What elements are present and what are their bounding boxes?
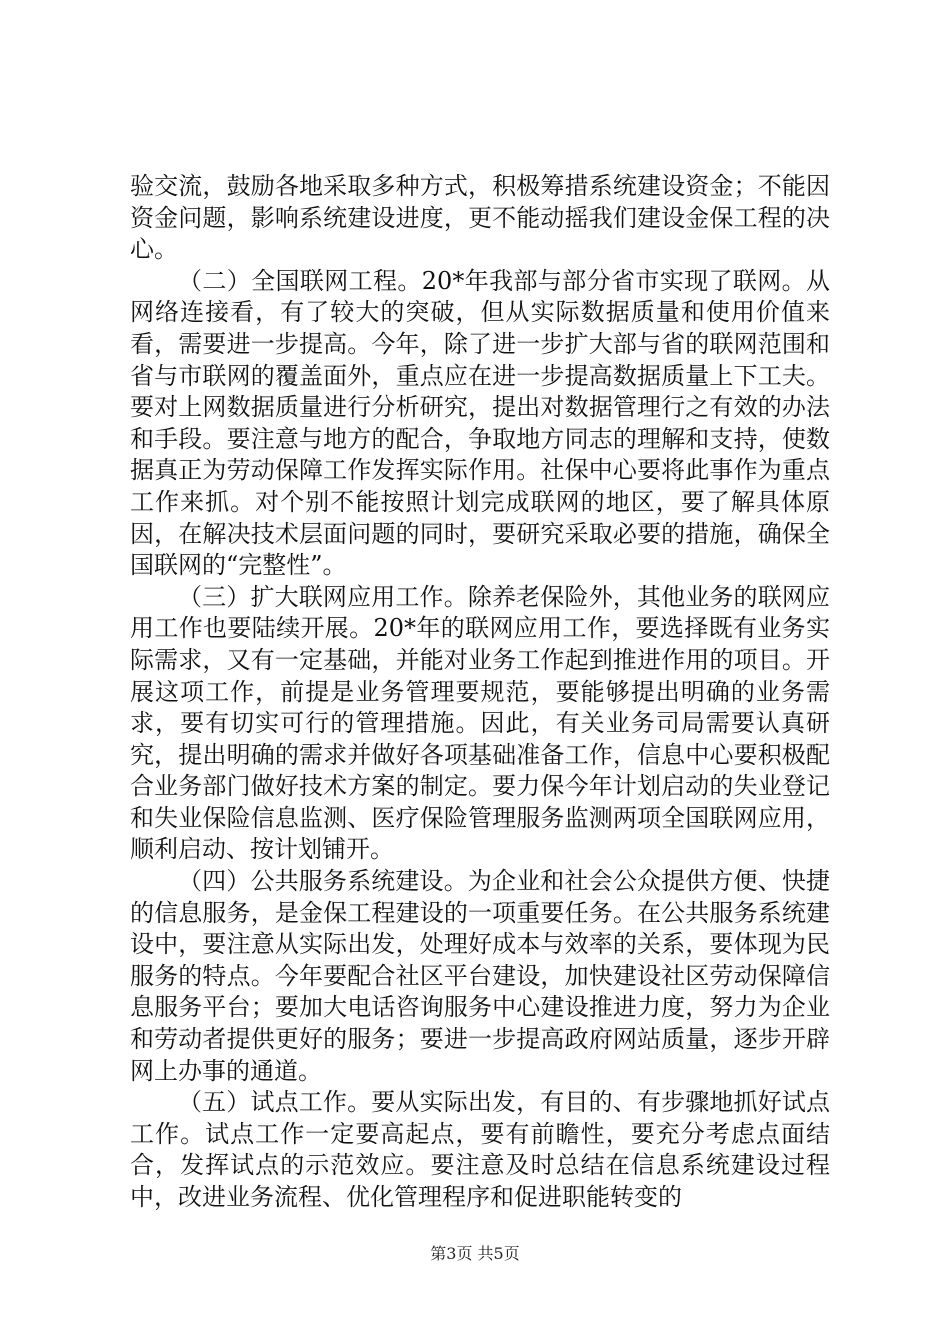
page-number-footer: 第3页 共5页: [430, 1244, 520, 1263]
paragraph-public-service: （四）公共服务系统建设。为企业和社会公众提供方便、快捷的信息服务，是金保工程建设的一项重要任务。在公共服务系统建设中，要注意从实际出发，处理好成本与效率的关系，要体现为民服务的特点。今年要配合社区平台建设，加快建设社区劳动保障信息服务平台；要加大电话咨询服务中心建设推进力度，努力为企业和劳动者提供更好的服务；要进一步提高政府网站质量，逐步开辟网上办事的通道。: [130, 867, 830, 1085]
paragraph-national-network: （二）全国联网工程。20*年我部与部分省市实现了联网。从网络连接看，有了较大的突破，但从实际数据质量和使用价值来看，需要进一步提高。今年，除了进一步扩大部与省的联网范围和省与市联网的覆盖面外，重点应在进一步提高数据质量上下工夫。要对上网数据质量进行分析研究，提出对数据管理行之有效的办法和手段。要注意与地方的配合，争取地方同志的理解和支持，使数据真正为劳动保障工作发挥实际作用。社保中心要将此事作为重点工作来抓。对个别不能按照计划完成联网的地区，要了解具体原因，在解决技术层面问题的同时，要研究采取必要的措施，确保全国联网的“完整性”。: [130, 266, 830, 580]
paragraph-network-application: （三）扩大联网应用工作。除养老保险外，其他业务的联网应用工作也要陆续开展。20*年的联网应用工作，要选择既有业务实际需求，又有一定基础，并能对业务工作起到推进作用的项目。开展这项工作，前提是业务管理要规范，要能够提出明确的业务需求，要有切实可行的管理措施。因此，有关业务司局需要认真研究，提出明确的需求并做好各项基础准备工作，信息中心要积极配合业务部门做好技术方案的制定。要力保今年计划启动的失业登记和失业保险信息监测、医疗保险管理服务监测两项全国联网应用，顺利启动、按计划铺开。: [130, 582, 830, 864]
paragraph-pilot-work: （五）试点工作。要从实际出发，有目的、有步骤地抓好试点工作。试点工作一定要高起点，要有前瞻性，要充分考虑点面结合，发挥试点的示范效应。要注意及时总结在信息系统建设过程中，改进业务流程、优化管理程序和促进职能转变的: [130, 1088, 830, 1211]
document-body: [130, 171, 830, 1214]
paragraph-continuation: 验交流，鼓励各地采取多种方式，积极筹措系统建设资金；不能因资金问题，影响系统建设进度，更不能动摇我们建设金保工程的决心。: [130, 172, 830, 264]
